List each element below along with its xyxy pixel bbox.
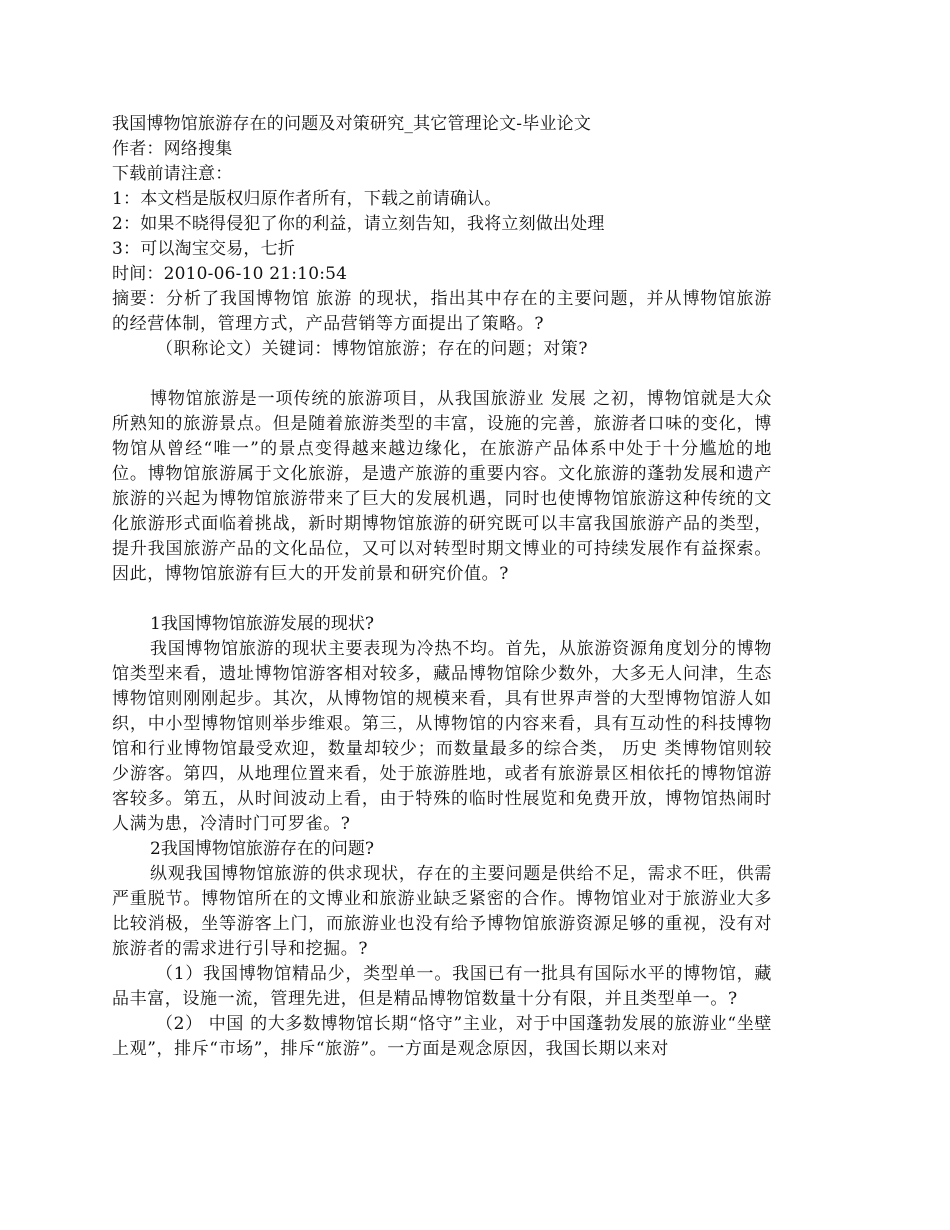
section-heading-2: 2我国博物馆旅游存在的问题? (150, 839, 374, 859)
intro-paragraph: 博物馆旅游是一项传统的旅游项目，从我国旅游业 发展 之初，博物馆就是大众所熟知的旅游景点。但是随着旅游类型的丰富，设施的完善，旅游者口味的变化，博物馆从曾经“唯一”的景点变得越来越边缘化，在旅游产品体系中处于十分尴尬的地位。博物馆旅游属于文化旅游，是遗产旅游的重要内容。文化旅游的蓬勃发展和遗产旅游的兴起为博物馆旅游带来了巨大的发展机遇，同时也使博物馆旅游这种传统的文化旅游形式面临着挑战，新时期博物馆旅游的研究既可以丰富我国旅游产品的类型，提升我国旅游产品的文化品位，又可以对转型时期文博业的可持续发展作有益探索。因此，博物馆旅游有巨大的开发前景和研究价值。? (112, 389, 772, 584)
time-line: 时间：2010-06-10 21:10:54 (112, 264, 348, 284)
blank-line (112, 362, 772, 387)
point1-paragraph: （1）我国博物馆精品少，类型单一。我国已有一批具有国际水平的博物馆，藏品丰富，设施一流，管理先进，但是精品博物馆数量十分有限，并且类型单一。? (112, 964, 772, 1009)
keywords-paragraph: （职称论文）关键词：博物馆旅游；存在的问题；对策? (156, 339, 589, 359)
section2-paragraph: 纵观我国博物馆旅游的供求现状，存在的主要问题是供给不足，需求不旺，供需严重脱节。博物馆所在的文博业和旅游业缺乏紧密的合作。博物馆业对于旅游业大多比较消极，坐等游客上门，而旅游业也没有给予博物馆旅游资源足够的重视，没有对旅游者的需求进行引导和挖掘。? (112, 864, 772, 959)
document-title: 我国博物馆旅游存在的问题及对策研究_其它管理论文-毕业论文 (112, 114, 592, 134)
notice-item: 2：如果不晓得侵犯了你的利益，请立刻告知，我将立刻做出处理 (112, 214, 605, 234)
section1-paragraph: 我国博物馆旅游的现状主要表现为冷热不均。首先，从旅游资源角度划分的博物馆类型来看，遗址博物馆游客相对较多，藏品博物馆除少数外，大多无人问津，生态博物馆则刚刚起步。其次，从博物馆的规模来看，具有世界声誉的大型博物馆游人如织，中小型博物馆则举步维艰。第三，从博物馆的内容来看，具有互动性的科技博物馆和行业博物馆最受欢迎，数量却较少；而数量最多的综合类， 历史 类博物馆则较少游客。第四，从地理位置来看，处于旅游胜地，或者有旅游景区相依托的博物馆游客较多。第五，从时间波动上看，由于特殊的临时性展览和免费开放，博物馆热闹时人满为患，冷清时门可罗雀。? (112, 639, 772, 834)
section-heading-1: 1我国博物馆旅游发展的现状? (150, 614, 374, 634)
document-page (112, 112, 772, 1062)
notice-heading: 下载前请注意： (112, 164, 233, 184)
point2-paragraph: （2） 中国 的大多数博物馆长期“恪守”主业，对于中国蓬勃发展的旅游业“坐壁上观”，排斥“市场”，排斥“旅游”。一方面是观念原因，我国长期以来对 (112, 1014, 772, 1059)
notice-item: 3：可以淘宝交易，七折 (112, 239, 296, 259)
notice-item: 1：本文档是版权归原作者所有，下载之前请确认。 (112, 189, 502, 209)
abstract-paragraph: 摘要：分析了我国博物馆 旅游 的现状，指出其中存在的主要问题，并从博物馆旅游的经营体制，管理方式，产品营销等方面提出了策略。? (112, 289, 772, 334)
author-line: 作者：网络搜集 (112, 139, 233, 159)
blank-line (112, 587, 772, 612)
